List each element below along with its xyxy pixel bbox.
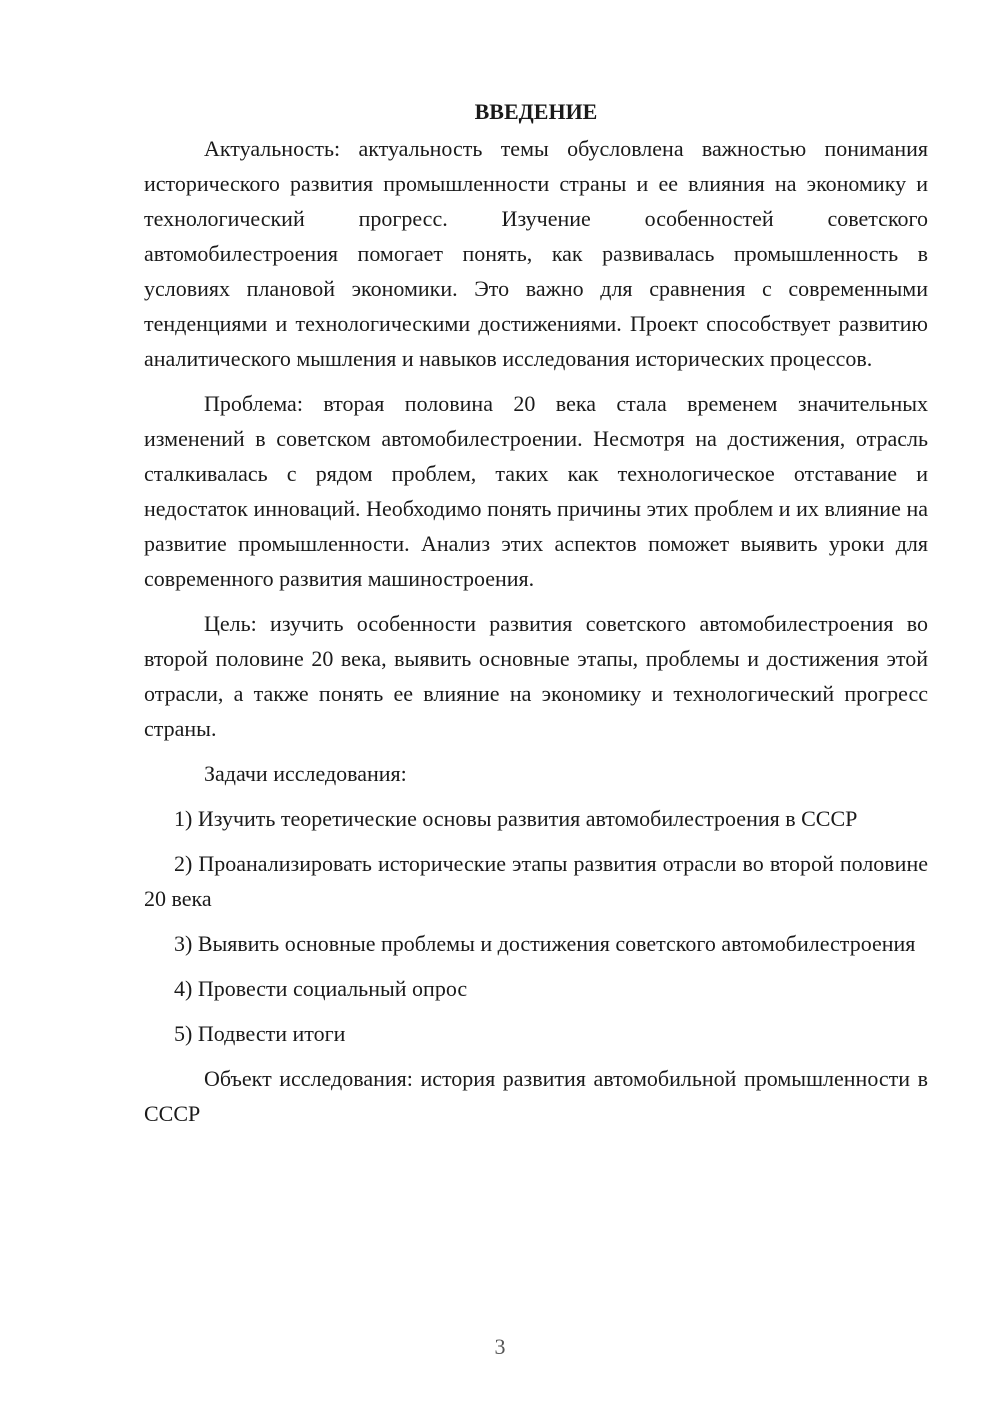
section-title: ВВЕДЕНИЕ bbox=[474, 99, 598, 124]
paragraph-goal: Цель: изучить особенности развития советского автомобилестроения во второй половине 20 века, выявить основные этапы, проблемы и достижения этой отрасли, а также понять ее влияние на экономику и технологический прогресс страны. bbox=[144, 611, 928, 741]
paragraph-research-object: Объект исследования: история развития автомобильной промышленности в СССР bbox=[144, 1066, 928, 1126]
page-number: 3 bbox=[494, 1334, 506, 1359]
list-item-task-5: 5) Подвести итоги bbox=[174, 1021, 346, 1046]
paragraph-relevance: Актуальность: актуальность темы обусловлена важностью понимания исторического развития промышленности страны и ее влияния на экономику и технологический прогресс. Изучение особенностей советского автомобилестроения помогает понять, как развивалась промышленность в условиях плановой экономики. Это важно для сравнения с современными тенденциями и технологическими достижениями. Проект способствует развитию аналитического мышления и навыков исследования исторических процессов. bbox=[144, 136, 928, 371]
list-item-task-3: 3) Выявить основные проблемы и достижения советского автомобилестроения bbox=[174, 931, 916, 956]
list-item-task-1: 1) Изучить теоретические основы развития автомобилестроения в СССР bbox=[174, 806, 858, 831]
paragraph-tasks-heading: Задачи исследования: bbox=[204, 761, 407, 786]
list-item-task-2: 2) Проанализировать исторические этапы развития отрасли во второй половине 20 века bbox=[144, 851, 928, 911]
document-page bbox=[144, 94, 928, 1141]
paragraph-problem: Проблема: вторая половина 20 века стала временем значительных изменений в советском автомобилестроении. Несмотря на достижения, отрасль сталкивалась с рядом проблем, таких как технологическое отставание и недостаток инноваций. Необходимо понять причины этих проблем и их влияние на развитие промышленности. Анализ этих аспектов поможет выявить уроки для современного развития машиностроения. bbox=[144, 391, 928, 591]
list-item-task-4: 4) Провести социальный опрос bbox=[174, 976, 468, 1001]
